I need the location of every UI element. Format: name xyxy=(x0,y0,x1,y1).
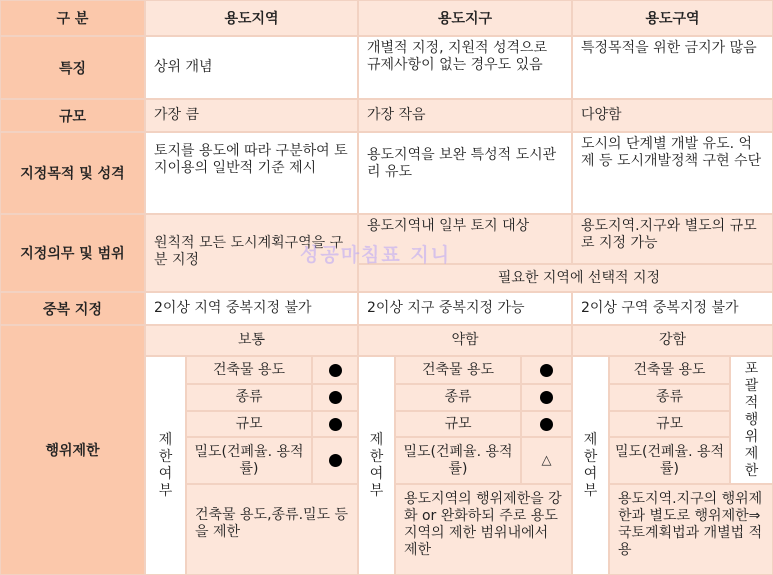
obligation-label: 지정의무 및 범위 xyxy=(0,214,145,292)
scale-zone: 가장 큼 xyxy=(145,99,358,132)
zone-mark-scale xyxy=(312,411,358,437)
header-zone: 용도지역 xyxy=(145,0,358,36)
scale-label: 규모 xyxy=(0,99,145,132)
obligation-area: 용도지역.지구와 별도의 규모로 지정 가능 xyxy=(572,214,773,264)
overlap-district: 2이상 지구 중복지정 가능 xyxy=(358,292,572,325)
watermark: 성공마침표 지니 xyxy=(300,244,452,266)
area-item-density: 밀도(건폐율. 용적률) xyxy=(609,437,730,484)
overlap-zone: 2이상 지역 중복지정 불가 xyxy=(145,292,358,325)
district-item-density: 밀도(건폐율. 용적률) xyxy=(395,437,521,484)
obligation-shared: 필요한 지역에 선택적 지정 xyxy=(358,264,773,292)
district-item-use: 건축물 용도 xyxy=(395,356,521,384)
district-note: 용도지역의 행위제한을 강화 or 완화하되 주로 용도지역의 제한 범위내에서 제한 xyxy=(395,484,572,575)
purpose-zone: 토지를 용도에 따라 구분하여 토지이용의 일반적 기준 제시 xyxy=(145,132,358,214)
district-mark-type xyxy=(521,384,572,411)
filled-circle-icon xyxy=(329,391,342,404)
filled-circle-icon xyxy=(540,391,553,404)
purpose-label: 지정목적 및 성격 xyxy=(0,132,145,214)
zone-mark-use xyxy=(312,356,358,384)
zone-item-density: 밀도(건폐율. 용적률) xyxy=(186,437,312,484)
feature-label: 특징 xyxy=(0,36,145,99)
restriction-label: 행위제한 xyxy=(0,325,145,575)
filled-circle-icon xyxy=(329,364,342,377)
restriction-zone-level: 보통 xyxy=(145,325,358,356)
area-side-label: 포괄적행위제한 xyxy=(730,356,773,484)
restriction-district-level: 약함 xyxy=(358,325,572,356)
zone-item-scale: 규모 xyxy=(186,411,312,437)
district-item-scale: 규모 xyxy=(395,411,521,437)
feature-area: 특정목적을 위한 금지가 많음 xyxy=(572,36,773,99)
district-mark-use xyxy=(521,356,572,384)
filled-circle-icon xyxy=(329,418,342,431)
restriction-area-vertical: 제한여부 xyxy=(572,356,609,575)
header-district: 용도지구 xyxy=(358,0,572,36)
filled-circle-icon xyxy=(329,454,342,467)
header-category: 구 분 xyxy=(0,0,145,36)
feature-zone: 상위 개념 xyxy=(145,36,358,99)
overlap-label: 중복 지정 xyxy=(0,292,145,325)
zone-item-use: 건축물 용도 xyxy=(186,356,312,384)
zone-note: 건축물 용도,종류.밀도 등을 제한 xyxy=(186,484,358,575)
district-item-type: 종류 xyxy=(395,384,521,411)
feature-district: 개별적 지정, 지원적 성격으로 규제사항이 없는 경우도 있음 xyxy=(358,36,572,99)
area-note: 용도지역.지구의 행위제한과 별도로 행위제한⇒국토계획법과 개별법 적용 xyxy=(609,484,773,575)
area-item-type: 종류 xyxy=(609,384,730,411)
restriction-zone-vertical: 제한여부 xyxy=(145,356,186,575)
scale-area: 다양함 xyxy=(572,99,773,132)
district-mark-density: △ xyxy=(521,437,572,484)
filled-circle-icon xyxy=(540,364,553,377)
header-area: 용도구역 xyxy=(572,0,773,36)
obligation-district: 용도지역내 일부 토지 대상 xyxy=(358,214,572,264)
purpose-area: 도시의 단계별 개발 유도. 억제 등 도시개발정책 구현 수단 xyxy=(572,132,773,214)
area-item-use: 건축물 용도 xyxy=(609,356,730,384)
zone-mark-density xyxy=(312,437,358,484)
area-item-scale: 규모 xyxy=(609,411,730,437)
zone-mark-type xyxy=(312,384,358,411)
district-mark-scale xyxy=(521,411,572,437)
filled-circle-icon xyxy=(540,418,553,431)
restriction-district-vertical: 제한여부 xyxy=(358,356,395,575)
zone-item-type: 종류 xyxy=(186,384,312,411)
restriction-area-level: 강함 xyxy=(572,325,773,356)
purpose-district: 용도지역을 보완 특성적 도시관리 유도 xyxy=(358,132,572,214)
scale-district: 가장 작음 xyxy=(358,99,572,132)
obligation-zone: 원칙적 모든 도시계획구역을 구분 지정 xyxy=(145,214,358,292)
overlap-area: 2이상 구역 중복지정 불가 xyxy=(572,292,773,325)
